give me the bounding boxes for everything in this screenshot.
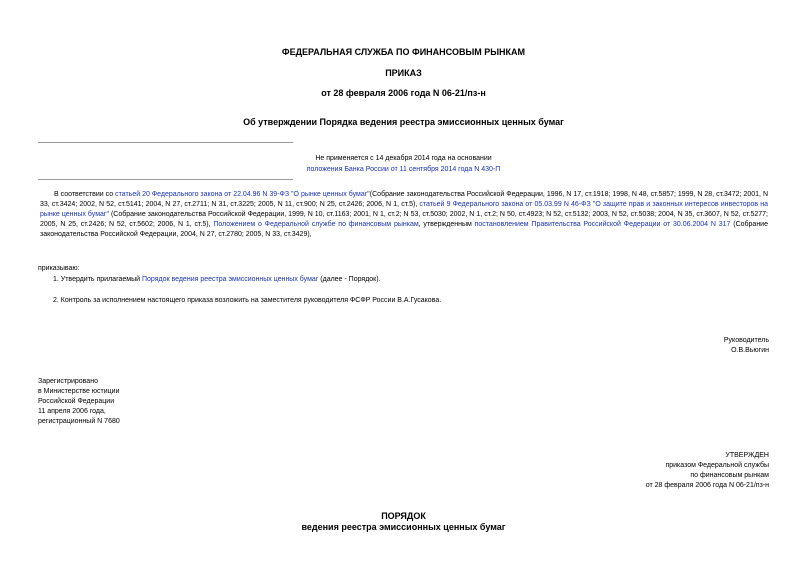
signature-name: О.В.Вьюгин: [731, 347, 769, 354]
order-item-1: 1. Утвердить прилагаемый Порядок ведения реестра эмиссионных ценных бумаг (далее - Порядок).: [53, 276, 381, 283]
doc-subject: Об утверждении Порядка ведения реестра эмиссионных ценных бумаг: [243, 117, 564, 127]
notice-line2: [0, 165, 807, 174]
link-procedure[interactable]: Порядок ведения реестра эмиссионных ценных бумаг: [141, 276, 319, 283]
annex-title: ПОРЯДОК: [381, 511, 426, 521]
agency-title: ФЕДЕРАЛЬНАЯ СЛУЖБА ПО ФИНАНСОВЫМ РЫНКАМ: [281, 47, 526, 57]
divider-top: [38, 142, 293, 143]
order-item-2: 2. Контроль за исполнением настоящего приказа возложить на заместителя руководителя ФСФР России В.А.Гусакова.: [53, 297, 442, 304]
preamble: В соответствии со статьей 20 Федерального закона от 22.04.96 N 39-ФЗ "О рынке ценных бумаг"(Собрание законодательства Российской Федерации, 1996, N 17, ст.1918; 1998, N 48, ст.5857; 1999, N 28, ст.3472; 2001, N 33, ст.3424; 2002, N 52, ст.5141; 2004, N 27, ст.2711; N 31, ст.3225; 2005, N 11, ст.900; N 25, ст.2426; 2006, N 1, ст.5), статьей 9 Федерального закона от 05.03.99 N 46-ФЗ "О защите прав и законных интересов инвесторов на рынке ценных бумаг" (Собрание законодательства Российской Федерации, 1999, N 10, ст.1163; 2001, N 1, ст.2; N 53, ст.5030; 2002, N 1, ст.2; N 50, ст.4923; N 52, ст.5132; 2003, N 52, ст.5038; 2004, N 35, ст.3607, N 52, ст.5277; 2005, N 25, ст.2426; N 52, ст.5602; 2006, N 1, ст.5), Положением о Федеральной службе по финансовым рынкам, утвержденным постановлением Правительства Российской Федерации от 30.06.2004 N 317 (Собрание законодательства Российской Федерации, 2004, N 27, ст.2780; 2005, N 33, ст.3429),: [40, 191, 769, 238]
registration-block: Зарегистрировано в Министерстве юстиции Российской Федерации 11 апреля 2006 года, регистрационный N 7680: [38, 378, 120, 425]
doc-date-number: от 28 февраля 2006 года N 06-21/пз-н: [321, 88, 486, 98]
divider-bottom: [38, 179, 293, 180]
notice-text: Не применяется с 14 декабря 2014 года на основании: [315, 155, 492, 162]
doc-type: ПРИКАЗ: [385, 68, 422, 78]
link-resolution[interactable]: постановлением Правительства Российской Федерации от 30.06.2004 N 317: [474, 221, 731, 228]
annex-subtitle: ведения реестра эмиссионных ценных бумаг: [301, 522, 506, 532]
link-regulation[interactable]: Положением о Федеральной службе по финансовым рынкам: [213, 221, 419, 228]
link-article-9[interactable]: статьей 9 Федерального закона от 05.03.99 N 46-ФЗ "О защите прав и законных интересов инвесторов на рынке ценных бумаг": [40, 201, 769, 218]
signature-title: Руководитель: [723, 337, 769, 344]
approval-block: УТВЕРЖДЕН приказом Федеральной службы по финансовым рынкам от 28 февраля 2006 года N 06-21/пз-н: [645, 452, 769, 489]
notice-link[interactable]: положения Банка России от 11 сентября 2014 года N 430-П: [306, 166, 501, 173]
signature-block: [724, 336, 769, 356]
order-intro: приказываю:: [38, 265, 80, 272]
link-article-20[interactable]: статьей 20 Федерального закона от 22.04.96 N 39-ФЗ "О рынке ценных бумаг": [115, 191, 370, 198]
